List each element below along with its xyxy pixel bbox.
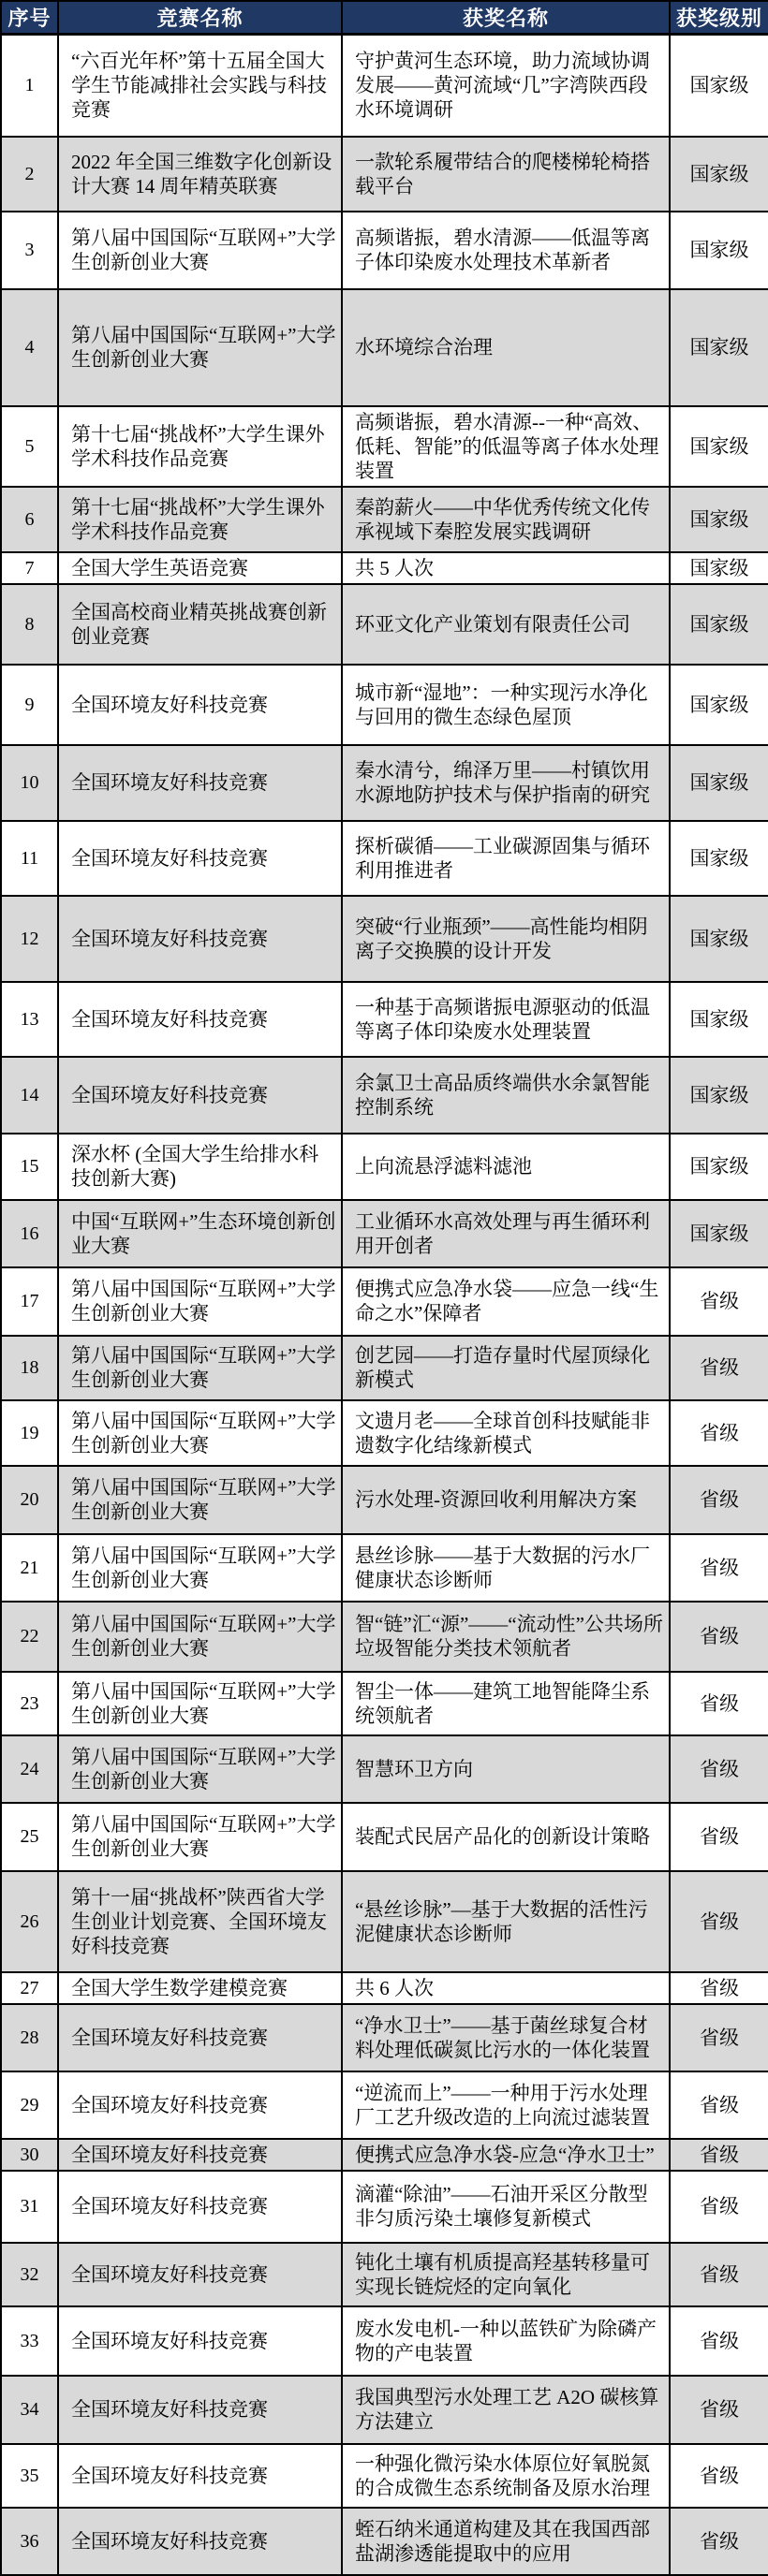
cell-award-name: 钝化土壤有机质提高羟基转移量可实现长链烷烃的定向氧化 [342, 2243, 670, 2306]
cell-index: 4 [1, 289, 58, 406]
cell-award-level: 省级 [670, 2139, 768, 2171]
cell-award-name: 装配式民居产品化的创新设计策略 [342, 1803, 670, 1871]
cell-award-level: 省级 [670, 2071, 768, 2139]
cell-competition-name: 全国环境友好科技竞赛 [58, 2376, 342, 2444]
cell-index: 25 [1, 1803, 58, 1871]
cell-award-name: “悬丝诊脉”—基于大数据的活性污泥健康状态诊断师 [342, 1871, 670, 1972]
table-row [1, 1400, 768, 1466]
cell-award-level: 国家级 [670, 982, 768, 1057]
cell-award-level: 省级 [670, 2376, 768, 2444]
cell-award-name: “逆流而上”——一种用于污水处理厂工艺升级改造的上向流过滤装置 [342, 2071, 670, 2139]
table-row [1, 2508, 768, 2575]
cell-competition-name: 全国高校商业精英挑战赛创新创业竞赛 [58, 584, 342, 665]
cell-competition-name: 中国“互联网+”生态环境创新创业大赛 [58, 1200, 342, 1267]
cell-award-name: 秦水清兮，绵泽万里——村镇饮用水源地防护技术与保护指南的研究 [342, 745, 670, 821]
header-col-index: 序号 [1, 1, 58, 35]
cell-index: 33 [1, 2306, 58, 2376]
table-row [1, 1672, 768, 1735]
cell-index: 11 [1, 821, 58, 896]
cell-award-name: 一种基于高频谐振电源驱动的低温等离子体印染废水处理装置 [342, 982, 670, 1057]
cell-award-name: 我国典型污水处理工艺 A2O 碳核算方法建立 [342, 2376, 670, 2444]
cell-index: 1 [1, 35, 58, 137]
cell-award-level: 省级 [670, 2508, 768, 2575]
cell-award-name: 上向流悬浮滤料滤池 [342, 1134, 670, 1200]
cell-award-level: 省级 [670, 1803, 768, 1871]
cell-competition-name: 全国环境友好科技竞赛 [58, 896, 342, 982]
cell-index: 5 [1, 406, 58, 487]
cell-award-name: 秦韵薪火——中华优秀传统文化传承视域下秦腔发展实践调研 [342, 487, 670, 552]
cell-award-name: 滴灌“除油”——石油开采区分散型非匀质污染土壤修复新模式 [342, 2171, 670, 2243]
cell-index: 27 [1, 1972, 58, 2004]
cell-award-level: 国家级 [670, 406, 768, 487]
cell-competition-name: 全国大学生数学建模竞赛 [58, 1972, 342, 2004]
cell-competition-name: 第八届中国国际“互联网+”大学生创新创业大赛 [58, 1267, 342, 1336]
cell-competition-name: 全国环境友好科技竞赛 [58, 821, 342, 896]
cell-competition-name: 第八届中国国际“互联网+”大学生创新创业大赛 [58, 1466, 342, 1534]
table-row [1, 745, 768, 821]
table-row [1, 1534, 768, 1602]
table-row [1, 1267, 768, 1336]
cell-competition-name: 第八届中国国际“互联网+”大学生创新创业大赛 [58, 1336, 342, 1400]
cell-award-level: 省级 [670, 1336, 768, 1400]
table-row [1, 1602, 768, 1672]
cell-award-level: 省级 [670, 2004, 768, 2071]
table-row [1, 137, 768, 212]
table-row [1, 1972, 768, 2004]
cell-award-name: 污水处理-资源回收利用解决方案 [342, 1466, 670, 1534]
cell-index: 20 [1, 1466, 58, 1534]
cell-index: 10 [1, 745, 58, 821]
table-row [1, 1336, 768, 1400]
cell-award-name: 工业循环水高效处理与再生循环利用开创者 [342, 1200, 670, 1267]
cell-index: 9 [1, 665, 58, 745]
table-row [1, 896, 768, 982]
cell-competition-name: 第八届中国国际“互联网+”大学生创新创业大赛 [58, 1602, 342, 1672]
table-row [1, 982, 768, 1057]
table-row [1, 821, 768, 896]
cell-award-name: 一种强化微污染水体原位好氧脱氮的合成微生态系统制备及原水治理 [342, 2444, 670, 2508]
cell-competition-name: 全国环境友好科技竞赛 [58, 2508, 342, 2575]
cell-competition-name: 全国环境友好科技竞赛 [58, 2071, 342, 2139]
header-row [1, 1, 768, 35]
cell-competition-name: 全国环境友好科技竞赛 [58, 2004, 342, 2071]
table-row [1, 2071, 768, 2139]
cell-competition-name: 第八届中国国际“互联网+”大学生创新创业大赛 [58, 1534, 342, 1602]
cell-award-level: 省级 [670, 1602, 768, 1672]
cell-award-name: “净水卫士”——基于菌丝球复合材料处理低碳氮比污水的一体化装置 [342, 2004, 670, 2071]
cell-award-level: 省级 [670, 1267, 768, 1336]
table-row [1, 1466, 768, 1534]
cell-award-name: 城市新“湿地”：一种实现污水净化与回用的微生态绿色屋顶 [342, 665, 670, 745]
cell-competition-name: 第八届中国国际“互联网+”大学生创新创业大赛 [58, 1735, 342, 1803]
cell-award-level: 省级 [670, 1534, 768, 1602]
cell-award-name: 一款轮系履带结合的爬楼梯轮椅搭载平台 [342, 137, 670, 212]
cell-index: 12 [1, 896, 58, 982]
cell-competition-name: 第八届中国国际“互联网+”大学生创新创业大赛 [58, 1672, 342, 1735]
cell-index: 2 [1, 137, 58, 212]
table-body [1, 35, 768, 2575]
table-row [1, 212, 768, 289]
cell-index: 26 [1, 1871, 58, 1972]
cell-award-level: 国家级 [670, 1057, 768, 1134]
table-row [1, 1057, 768, 1134]
cell-award-level: 国家级 [670, 1200, 768, 1267]
cell-award-name: 创艺园——打造存量时代屋顶绿化新模式 [342, 1336, 670, 1400]
cell-index: 23 [1, 1672, 58, 1735]
cell-award-name: 高频谐振，碧水清源--一种“高效、低耗、智能”的低温等离子体水处理装置 [342, 406, 670, 487]
cell-index: 6 [1, 487, 58, 552]
cell-award-level: 国家级 [670, 487, 768, 552]
cell-award-name: 环亚文化产业策划有限责任公司 [342, 584, 670, 665]
cell-award-name: 废水发电机-一种以蓝铁矿为除磷产物的产电装置 [342, 2306, 670, 2376]
table-row [1, 1735, 768, 1803]
cell-award-level: 国家级 [670, 212, 768, 289]
cell-index: 17 [1, 1267, 58, 1336]
cell-index: 22 [1, 1602, 58, 1672]
cell-competition-name: 第十一届“挑战杯”陕西省大学生创业计划竞赛、全国环境友好科技竞赛 [58, 1871, 342, 1972]
cell-award-name: 水环境综合治理 [342, 289, 670, 406]
cell-index: 7 [1, 552, 58, 584]
cell-award-level: 国家级 [670, 584, 768, 665]
cell-award-name: 智尘一体——建筑工地智能降尘系统领航者 [342, 1672, 670, 1735]
cell-award-level: 国家级 [670, 1134, 768, 1200]
cell-index: 21 [1, 1534, 58, 1602]
header-col-competition: 竞赛名称 [58, 1, 342, 35]
cell-award-level: 国家级 [670, 821, 768, 896]
cell-index: 30 [1, 2139, 58, 2171]
cell-award-level: 国家级 [670, 552, 768, 584]
cell-competition-name: 第十七届“挑战杯”大学生课外学术科技作品竞赛 [58, 406, 342, 487]
table-row [1, 2376, 768, 2444]
cell-award-name: 便携式应急净水袋-应急“净水卫士” [342, 2139, 670, 2171]
cell-competition-name: 全国环境友好科技竞赛 [58, 745, 342, 821]
cell-index: 14 [1, 1057, 58, 1134]
cell-award-name: 余氯卫士高品质终端供水余氯智能控制系统 [342, 1057, 670, 1134]
cell-index: 13 [1, 982, 58, 1057]
table-row [1, 289, 768, 406]
cell-award-level: 省级 [670, 1972, 768, 2004]
table-row [1, 665, 768, 745]
cell-award-level: 国家级 [670, 137, 768, 212]
cell-award-name: 共 5 人次 [342, 552, 670, 584]
cell-competition-name: 全国环境友好科技竞赛 [58, 982, 342, 1057]
cell-award-name: 突破“行业瓶颈”——高性能均相阴离子交换膜的设计开发 [342, 896, 670, 982]
cell-award-level: 省级 [670, 2306, 768, 2376]
table-row [1, 2139, 768, 2171]
cell-index: 16 [1, 1200, 58, 1267]
cell-competition-name: 第八届中国国际“互联网+”大学生创新创业大赛 [58, 289, 342, 406]
table-row [1, 1803, 768, 1871]
cell-competition-name: 深水杯 (全国大学生给排水科技创新大赛) [58, 1134, 342, 1200]
cell-award-level: 省级 [670, 1735, 768, 1803]
cell-award-name: 高频谐振，碧水清源——低温等离子体印染废水处理技术革新者 [342, 212, 670, 289]
cell-award-level: 省级 [670, 2243, 768, 2306]
cell-competition-name: “六百光年杯”第十五届全国大学生节能减排社会实践与科技竞赛 [58, 35, 342, 137]
table-row [1, 552, 768, 584]
table-row [1, 2004, 768, 2071]
cell-competition-name: 2022 年全国三维数字化创新设计大赛 14 周年精英联赛 [58, 137, 342, 212]
cell-competition-name: 全国大学生英语竞赛 [58, 552, 342, 584]
cell-index: 31 [1, 2171, 58, 2243]
header-col-level: 获奖级别 [670, 1, 768, 35]
cell-competition-name: 全国环境友好科技竞赛 [58, 2171, 342, 2243]
cell-competition-name: 第八届中国国际“互联网+”大学生创新创业大赛 [58, 212, 342, 289]
cell-award-level: 国家级 [670, 35, 768, 137]
table-row [1, 1134, 768, 1200]
cell-index: 19 [1, 1400, 58, 1466]
cell-index: 36 [1, 2508, 58, 2575]
cell-competition-name: 全国环境友好科技竞赛 [58, 2306, 342, 2376]
cell-competition-name: 全国环境友好科技竞赛 [58, 2444, 342, 2508]
cell-award-level: 国家级 [670, 745, 768, 821]
table-row [1, 2306, 768, 2376]
cell-competition-name: 第八届中国国际“互联网+”大学生创新创业大赛 [58, 1803, 342, 1871]
cell-index: 15 [1, 1134, 58, 1200]
cell-award-level: 国家级 [670, 896, 768, 982]
cell-competition-name: 全国环境友好科技竞赛 [58, 665, 342, 745]
table-header [1, 1, 768, 35]
cell-competition-name: 全国环境友好科技竞赛 [58, 1057, 342, 1134]
cell-award-level: 省级 [670, 1400, 768, 1466]
cell-index: 29 [1, 2071, 58, 2139]
table-row [1, 1871, 768, 1972]
table-row [1, 406, 768, 487]
cell-index: 3 [1, 212, 58, 289]
cell-competition-name: 全国环境友好科技竞赛 [58, 2139, 342, 2171]
cell-index: 32 [1, 2243, 58, 2306]
table-row [1, 584, 768, 665]
cell-award-level: 省级 [670, 2444, 768, 2508]
cell-award-level: 国家级 [670, 665, 768, 745]
cell-award-level: 省级 [670, 1672, 768, 1735]
table-row [1, 2444, 768, 2508]
header-col-award: 获奖名称 [342, 1, 670, 35]
cell-award-name: 悬丝诊脉——基于大数据的污水厂健康状态诊断师 [342, 1534, 670, 1602]
table-row [1, 487, 768, 552]
table-row [1, 2171, 768, 2243]
cell-award-name: 守护黄河生态环境，助力流域协调发展——黄河流域“几”字湾陕西段水环境调研 [342, 35, 670, 137]
table-row [1, 35, 768, 137]
cell-award-name: 共 6 人次 [342, 1972, 670, 2004]
cell-index: 18 [1, 1336, 58, 1400]
table-row [1, 1200, 768, 1267]
cell-award-name: 蛭石纳米通道构建及其在我国西部盐湖渗透能提取中的应用 [342, 2508, 670, 2575]
cell-award-name: 探析碳循——工业碳源固集与循环利用推进者 [342, 821, 670, 896]
cell-index: 24 [1, 1735, 58, 1803]
cell-index: 8 [1, 584, 58, 665]
cell-award-name: 便携式应急净水袋——应急一线“生命之水”保障者 [342, 1267, 670, 1336]
cell-award-level: 省级 [670, 2171, 768, 2243]
cell-award-level: 省级 [670, 1466, 768, 1534]
cell-award-name: 智慧环卫方向 [342, 1735, 670, 1803]
cell-award-level: 省级 [670, 1871, 768, 1972]
cell-competition-name: 第十七届“挑战杯”大学生课外学术科技作品竞赛 [58, 487, 342, 552]
cell-award-name: 智“链”汇“源”——“流动性”公共场所垃圾智能分类技术领航者 [342, 1602, 670, 1672]
cell-award-name: 文遗月老——全球首创科技赋能非遗数字化结缘新模式 [342, 1400, 670, 1466]
cell-award-level: 国家级 [670, 289, 768, 406]
cell-competition-name: 全国环境友好科技竞赛 [58, 2243, 342, 2306]
cell-index: 34 [1, 2376, 58, 2444]
cell-index: 35 [1, 2444, 58, 2508]
cell-index: 28 [1, 2004, 58, 2071]
cell-competition-name: 第八届中国国际“互联网+”大学生创新创业大赛 [58, 1400, 342, 1466]
table-row [1, 2243, 768, 2306]
